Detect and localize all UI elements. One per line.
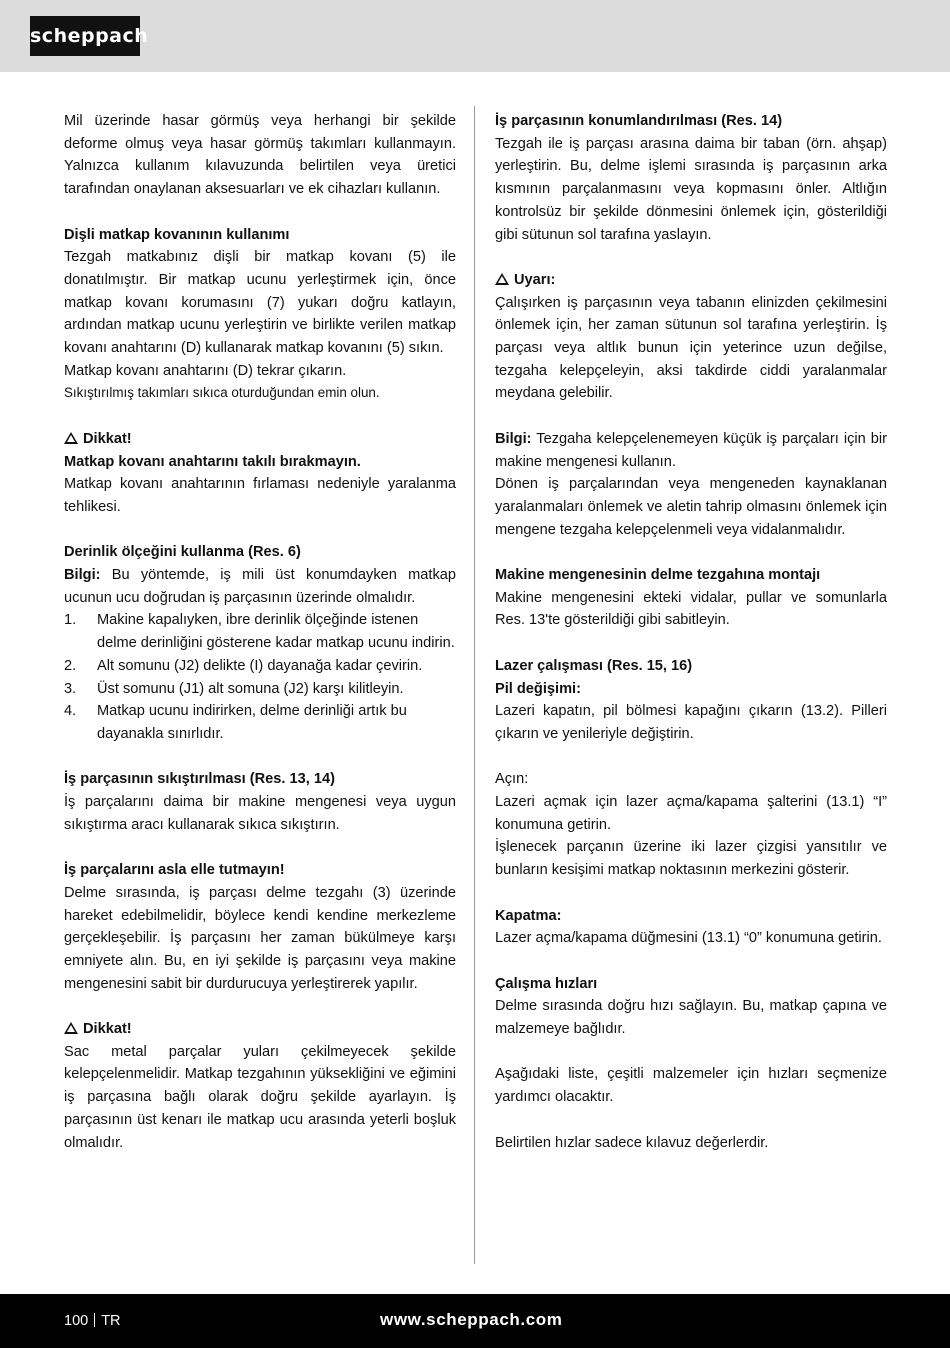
caution-heading-2 <box>64 1018 456 1041</box>
page-number <box>64 1311 121 1331</box>
warning-heading <box>495 269 887 292</box>
page-number-value: 100 <box>64 1313 89 1329</box>
laser-on-label: Açın: <box>495 771 529 788</box>
speed-paragraph-3: Belirtilen hızlar sadece kılavuz değerlerdir. <box>495 1134 769 1151</box>
caution-text-1: Matkap kovanı anahtarının fırlaması nedeniyle yaralanma tehlikesi. <box>64 476 456 515</box>
step-text: Matkap ucunu indirirken, delme derinliği artık bu dayanakla sınırlıdır. <box>97 703 407 742</box>
page-footer <box>0 1294 950 1348</box>
website-link[interactable]: www.scheppach.com <box>380 1310 563 1329</box>
step-number: 3. <box>64 680 77 697</box>
warning-paragraph: Çalışırken iş parçasının veya tabanın elinizden çekilmesini önlemek için, her zaman sütunun sol tarafına yerleştirin. İş parçası veya altlık bunun için yeterince uzun değilse, tezgaha kelepçeleyin, aksi takdirde ciddi yaralanmalar meydana gelebilir. <box>495 294 887 402</box>
section-heading-vise: Makine mengenesinin delme tezgahına montajı <box>495 567 821 584</box>
chuck-remove-paragraph: Matkap kovanı anahtarını (D) tekrar çıkarın. <box>64 362 347 379</box>
step-number: 4. <box>64 703 77 720</box>
caution-text-2: Sac metal parçalar yuları çekilmeyecek şekilde kelepçelenmelidir. Matkap tezgahının yüksekliğini ve eğimini iş parçasına bağlı olarak doğru şekilde ayarlayın. İş parçasının üst kenarı ile matkap ucu arasında yeterli boşluk olmalıdır. <box>64 1043 456 1151</box>
nohand-paragraph: Delme sırasında, iş parçası delme tezgahı (3) üzerinde hareket edebilmelidir, böylece kendi kendine merkezleme gerçekleşebilir. İş parçasını her zaman bükülmeye karşı emniyete alın. Bu, en iyi şekilde iş parçasını veya makine mengenesini sabit bir durdurucuya yerleştirerek yapılır. <box>64 884 456 992</box>
right-column <box>495 110 887 1154</box>
section-heading-chuck: Dişli matkap kovanının kullanımı <box>64 226 290 243</box>
list-item <box>64 609 456 654</box>
laser-off-paragraph: Lazer açma/kapama düğmesini (13.1) “0” konumuna getirin. <box>495 930 882 947</box>
left-column <box>64 110 456 1154</box>
list-item <box>64 655 456 678</box>
intro-paragraph: Mil üzerinde hasar görmüş veya herhangi bir şekilde deforme olmuş veya hasar görmüş takımları kullanmayın. Yalnızca kullanım kılavuzunda belirtilen veya üretici tarafından onaylanan aksesuarları ve ek cihazları kullanın. <box>64 113 456 198</box>
depth-info-text: Bu yöntemde, iş mili üst konumdayken matkap ucunun ucu doğrudan iş parçasının üzerinde olmalıdır. <box>64 567 456 606</box>
step-text: Üst somunu (J1) alt somuna (J2) karşı kilitleyin. <box>97 680 404 697</box>
speed-paragraph: Delme sırasında doğru hızı sağlayın. Bu, matkap çapına ve malzemeye bağlıdır. <box>495 998 887 1038</box>
caution-bold-1: Matkap kovanı anahtarını takılı bırakmayın. <box>64 453 361 470</box>
battery-paragraph: Lazeri kapatın, pil bölmesi kapağını çıkarın (13.2). Pilleri çıkarın ve yenileriyle değiştirin. <box>495 703 887 742</box>
step-number: 2. <box>64 657 77 674</box>
page-separator <box>94 1313 95 1327</box>
caution-label-2: Dikkat! <box>83 1021 132 1038</box>
depth-steps-list <box>64 609 456 745</box>
speed-paragraph-2: Aşağıdaki liste, çeşitli malzemeler için hızları seçmenize yardımcı olacaktır. <box>495 1066 887 1106</box>
laser-on-paragraph-2: İşlenecek parçanın üzerine iki lazer çizgisi yansıtılır ve bunların kesişimi matkap noktasının merkezini gösterir. <box>495 839 887 879</box>
info-paragraph <box>495 428 887 473</box>
section-heading-clamp: İş parçasının sıkıştırılması (Res. 13, 14) <box>64 771 335 788</box>
clamp-paragraph: İş parçalarını daima bir makine mengenesi veya uygun sıkıştırma aracı kullanarak sıkıca sıkıştırın. <box>64 794 456 833</box>
info-label: Bilgi: <box>495 430 532 447</box>
position-paragraph: Tezgah ile iş parçası arasına daima bir taban (örn. ahşap) yerleştirin. Bu, delme işlemi sırasında iş parçasının arka kısmının parçalanmasını veya kopmasını önler. Altlığın kontrolsüz bir şekilde dönmesini önlemek için, gösterildiği gibi sütunun sol tarafına yaslayın. <box>495 135 887 243</box>
warning-triangle-icon <box>64 1022 78 1034</box>
battery-heading: Pil değişimi: <box>495 680 581 697</box>
caution-heading-1 <box>64 428 456 451</box>
chuck-ensure-paragraph: Sıkıştırılmış takımları sıkıca oturduğundan emin olun. <box>64 385 380 401</box>
language-code: TR <box>101 1313 121 1329</box>
step-text: Makine kapalıyken, ibre derinlik ölçeğinde istenen delme derinliğini gösterene kadar matkap ucunu indirin. <box>97 612 455 652</box>
section-heading-position: İş parçasının konumlandırılması (Res. 14) <box>495 113 783 129</box>
caution-label-1: Dikkat! <box>83 430 132 447</box>
column-divider <box>474 106 475 1264</box>
depth-info-paragraph <box>64 564 456 609</box>
step-number: 1. <box>64 612 77 629</box>
section-heading-depth: Derinlik ölçeğini kullanma (Res. 6) <box>64 544 301 561</box>
chuck-paragraph: Tezgah matkabınız dişli bir matkap kovanı (5) ile donatılmıştır. Bir matkap ucunu yerleştirmek için, önce matkap kovanı korumasını (7) yukarı doğru katlayın, ardından matkap ucunu yerleştirin ve birlikte verilen matkap kovanı anahtarını (D) kullanarak matkap kovanını (5) sıkın. <box>64 249 456 357</box>
page-header <box>0 0 950 72</box>
section-heading-speed: Çalışma hızları <box>495 975 598 992</box>
list-item <box>64 678 456 701</box>
warning-triangle-icon <box>64 432 78 444</box>
laser-on-paragraph: Lazeri açmak için lazer açma/kapama şalterini (13.1) “I” konumuna getirin. <box>495 794 887 833</box>
info-paragraph-2: Dönen iş parçalarından veya mengeneden kaynaklanan yaralanmaları önlemek ve aletin tahrip olmasını önlemek için mengene tezgaha kelepçelenmeli veya vidalanmalıdır. <box>495 476 887 538</box>
vise-paragraph: Makine mengenesini ekteki vidalar, pullar ve somunlarla Res. 13'te gösterildiği gibi sabitleyin. <box>495 589 887 629</box>
section-heading-nohand: İş parçalarını asla elle tutmayın! <box>64 862 285 879</box>
laser-off-heading: Kapatma: <box>495 907 562 924</box>
brand-logo: scheppach <box>30 16 140 56</box>
warning-triangle-icon <box>495 273 509 285</box>
warning-label: Uyarı: <box>514 271 556 288</box>
info-text: Tezgaha kelepçelenemeyen küçük iş parçaları için bir makine mengenesi kullanın. <box>495 430 887 470</box>
section-heading-laser: Lazer çalışması (Res. 15, 16) <box>495 657 693 674</box>
depth-info-label: Bilgi: <box>64 567 101 584</box>
step-text: Alt somunu (J2) delikte (I) dayanağa kadar çevirin. <box>97 657 423 674</box>
list-item <box>64 700 456 745</box>
